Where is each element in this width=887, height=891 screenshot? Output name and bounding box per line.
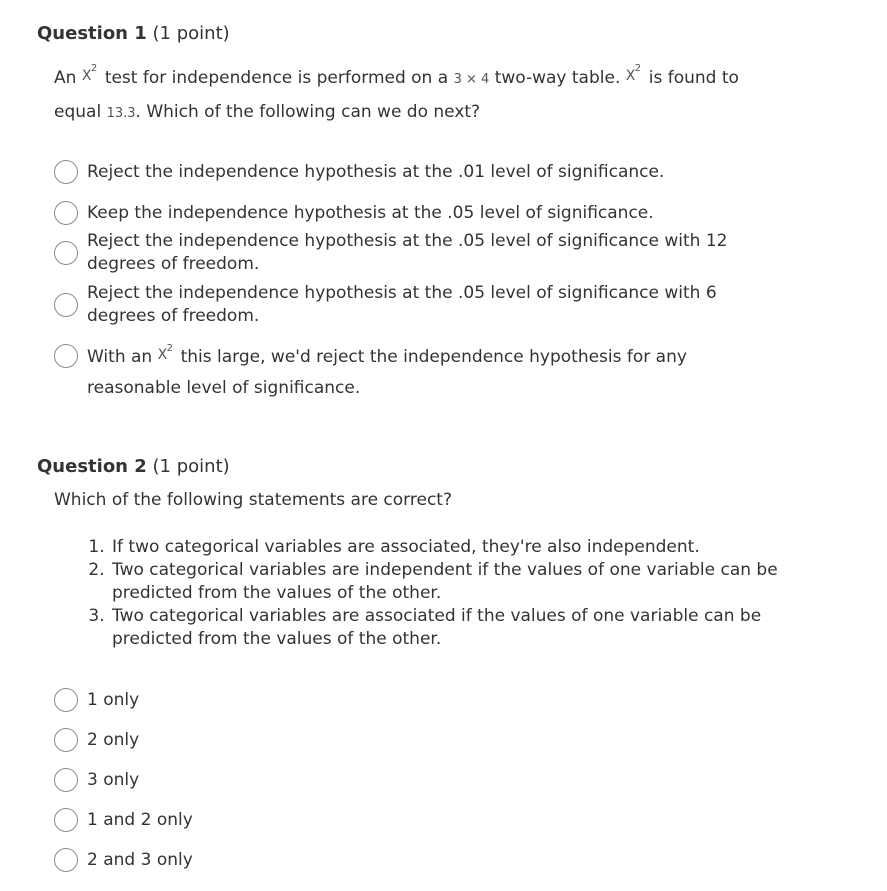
chi-squared-value: 13.3: [106, 106, 136, 121]
radio-button[interactable]: [54, 293, 78, 317]
statement-item: 3. Two categorical variables are associated if the values of one variable can be predicted from the values of the other.: [110, 605, 790, 651]
radio-button[interactable]: [54, 344, 78, 368]
question-1-text: [54, 60, 857, 130]
question-1-header: [37, 22, 857, 46]
q2-option-a[interactable]: [54, 688, 777, 712]
option-label: 1 and 2 only: [87, 809, 193, 830]
option-label: Reject the independence hypothesis at the .05 level of significance with 6 degrees of freedom.: [87, 283, 717, 326]
radio-button[interactable]: [54, 160, 78, 184]
q1-text-part: test for independence is performed on a: [104, 68, 449, 88]
q1-text-part: An: [54, 68, 77, 88]
option-label: 3 only: [87, 769, 140, 790]
question-1-points: (1 point): [152, 23, 230, 44]
option-label: [87, 340, 777, 404]
radio-button[interactable]: [54, 808, 78, 832]
option-label: Reject the independence hypothesis at the .01 level of significance.: [87, 161, 665, 182]
question-2-title: Question 2: [37, 456, 147, 477]
q2-option-c[interactable]: [54, 768, 777, 792]
q1-option-c[interactable]: [54, 230, 777, 276]
option-label: 2 only: [87, 729, 140, 750]
q1-text-part: two-way table.: [494, 68, 621, 88]
q1-text-part: . Which of the following can we do next?: [135, 102, 481, 122]
q2-option-d[interactable]: [54, 808, 777, 832]
option-label-text: this large, we'd reject the independence hypothesis for any reasonable level of significance.: [87, 347, 687, 398]
q1-text-part: equal: [54, 102, 102, 122]
option-label: Reject the independence hypothesis at the .05 level of significance with 12 degrees of freedom.: [87, 231, 728, 274]
statement-list: [92, 536, 790, 651]
question-2-points: (1 point): [152, 456, 230, 477]
q1-option-d[interactable]: [54, 282, 777, 328]
q1-text-part: is found to: [648, 68, 739, 88]
radio-button[interactable]: [54, 688, 78, 712]
chi-squared-symbol: X 2: [625, 63, 642, 84]
q2-option-e[interactable]: [54, 848, 777, 872]
option-label: 1 only: [87, 689, 140, 710]
statement-item: 1. If two categorical variables are associated, they're also independent.: [110, 536, 790, 559]
option-label-text: With an: [87, 347, 153, 367]
q2-option-b[interactable]: [54, 728, 777, 752]
table-dimensions: 3 × 4: [453, 72, 490, 87]
question-2-text: Which of the following statements are correct?: [54, 490, 452, 510]
chi-squared-symbol: X 2: [157, 343, 173, 363]
radio-button[interactable]: [54, 768, 78, 792]
question-1: [37, 22, 857, 130]
q1-option-a[interactable]: [54, 160, 777, 184]
chi-squared-symbol: X 2: [81, 63, 98, 84]
radio-button[interactable]: [54, 201, 78, 225]
option-label: Keep the independence hypothesis at the .05 level of significance.: [87, 202, 654, 223]
question-2-header: [37, 455, 857, 479]
q1-option-b[interactable]: [54, 201, 777, 225]
statement-item: 2. Two categorical variables are independent if the values of one variable can be predicted from the values of the other.: [110, 559, 790, 605]
radio-button[interactable]: [54, 241, 78, 265]
option-label: 2 and 3 only: [87, 849, 193, 870]
question-1-title: Question 1: [37, 23, 147, 44]
q1-option-e[interactable]: [54, 344, 777, 404]
question-2: [37, 455, 857, 516]
radio-button[interactable]: [54, 848, 78, 872]
radio-button[interactable]: [54, 728, 78, 752]
